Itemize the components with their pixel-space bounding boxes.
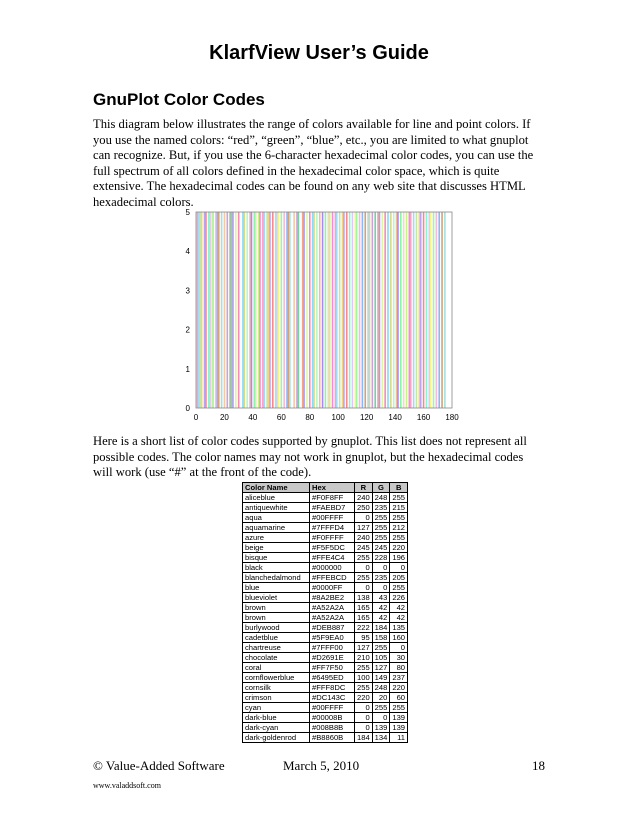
cell-g: 255 — [372, 513, 390, 523]
header-r: R — [355, 483, 373, 493]
cell-g: 105 — [372, 653, 390, 663]
cell-color-name: azure — [243, 533, 310, 543]
x-tick-label: 40 — [248, 413, 258, 422]
cell-r: 127 — [355, 523, 373, 533]
cell-r: 138 — [355, 593, 373, 603]
cell-hex: #008B8B — [310, 723, 355, 733]
cell-b: 80 — [390, 663, 408, 673]
section-heading: GnuPlot Color Codes — [93, 90, 265, 109]
cell-hex: #F0FFFF — [310, 533, 355, 543]
cell-g: 149 — [372, 673, 390, 683]
cell-color-name: coral — [243, 663, 310, 673]
cell-r: 0 — [355, 713, 373, 723]
cell-hex: #FFF8DC — [310, 683, 355, 693]
chart-lines — [197, 212, 444, 408]
cell-hex: #FF7F50 — [310, 663, 355, 673]
cell-g: 255 — [372, 533, 390, 543]
cell-color-name: cornflowerblue — [243, 673, 310, 683]
cell-b: 255 — [390, 533, 408, 543]
cell-b: 0 — [390, 563, 408, 573]
cell-color-name: dark-cyan — [243, 723, 310, 733]
footer-url: www.valaddsoft.com — [93, 781, 161, 790]
table-row — [243, 553, 408, 563]
cell-r: 0 — [355, 513, 373, 523]
cell-b: 42 — [390, 603, 408, 613]
cell-g: 235 — [372, 573, 390, 583]
cell-color-name: blue — [243, 583, 310, 593]
table-row — [243, 593, 408, 603]
y-tick-label: 1 — [185, 364, 190, 374]
cell-g: 184 — [372, 623, 390, 633]
x-tick-label: 0 — [193, 413, 199, 422]
footer-page-number: 18 — [532, 758, 545, 773]
x-tick-label: 140 — [388, 413, 402, 422]
cell-r: 255 — [355, 663, 373, 673]
cell-g: 20 — [372, 693, 390, 703]
cell-g: 228 — [372, 553, 390, 563]
cell-color-name: blanchedalmond — [243, 573, 310, 583]
cell-g: 127 — [372, 663, 390, 673]
x-tick-label: 100 — [331, 413, 345, 422]
cell-r: 0 — [355, 583, 373, 593]
table-row — [243, 613, 408, 623]
cell-hex: #00008B — [310, 713, 355, 723]
cell-r: 95 — [355, 633, 373, 643]
header-b: B — [390, 483, 408, 493]
cell-hex: #7FFF00 — [310, 643, 355, 653]
cell-g: 255 — [372, 703, 390, 713]
cell-color-name: chocolate — [243, 653, 310, 663]
table-row — [243, 643, 408, 653]
cell-b: 237 — [390, 673, 408, 683]
table-row — [243, 673, 408, 683]
table-row — [243, 653, 408, 663]
intro-paragraph: This diagram below illustrates the range of colors available for line and point colors. If you use the named colors: “red”, “green”, “blue”, etc., you are limited to what gnuplot can recognize. But, if you use the 6-character hexadecimal color codes, you can use the full spectrum of all colors defined in the hexadecimal color space, which is quite extensive. The hexadecimal codes can be found on any web site that discusses HTML hexadecimal colors. — [93, 117, 534, 209]
cell-r: 255 — [355, 573, 373, 583]
cell-r: 100 — [355, 673, 373, 683]
color-lines-chart — [172, 204, 462, 426]
cell-g: 235 — [372, 503, 390, 513]
cell-b: 196 — [390, 553, 408, 563]
cell-r: 255 — [355, 553, 373, 563]
cell-hex: #5F9EA0 — [310, 633, 355, 643]
cell-color-name: blueviolet — [243, 593, 310, 603]
cell-r: 165 — [355, 603, 373, 613]
cell-color-name: aquamarine — [243, 523, 310, 533]
cell-hex: #8A2BE2 — [310, 593, 355, 603]
cell-color-name: aliceblue — [243, 493, 310, 503]
cell-r: 240 — [355, 493, 373, 503]
cell-r: 220 — [355, 693, 373, 703]
cell-b: 0 — [390, 643, 408, 653]
cell-r: 250 — [355, 503, 373, 513]
table-row — [243, 693, 408, 703]
table-row — [243, 623, 408, 633]
header-color-name: Color Name — [243, 483, 310, 493]
list-intro-paragraph: Here is a short list of color codes supported by gnuplot. This list does not represent all possible codes. The color names may not work in gnuplot, but the hexadecimal codes will work (use “#” at the front of the code). — [93, 434, 527, 480]
cell-hex: #0000FF — [310, 583, 355, 593]
cell-hex: #6495ED — [310, 673, 355, 683]
table-row — [243, 583, 408, 593]
y-tick-label: 4 — [185, 247, 190, 257]
y-tick-label: 3 — [185, 286, 190, 296]
x-tick-label: 160 — [416, 413, 431, 422]
table-row — [243, 713, 408, 723]
table-row — [243, 703, 408, 713]
cell-hex: #B8860B — [310, 733, 355, 743]
cell-r: 0 — [355, 563, 373, 573]
cell-b: 42 — [390, 613, 408, 623]
table-row — [243, 723, 408, 733]
cell-hex: #A52A2A — [310, 613, 355, 623]
cell-g: 158 — [372, 633, 390, 643]
cell-color-name: crimson — [243, 693, 310, 703]
cell-r: 0 — [355, 723, 373, 733]
y-tick-label: 5 — [185, 208, 190, 217]
table-row — [243, 663, 408, 673]
cell-color-name: black — [243, 563, 310, 573]
cell-hex: #7FFFD4 — [310, 523, 355, 533]
cell-b: 255 — [390, 513, 408, 523]
table-row — [243, 633, 408, 643]
table-row — [243, 523, 408, 533]
cell-g: 42 — [372, 603, 390, 613]
cell-r: 240 — [355, 533, 373, 543]
cell-r: 222 — [355, 623, 373, 633]
cell-g: 245 — [372, 543, 390, 553]
cell-color-name: cyan — [243, 703, 310, 713]
cell-b: 139 — [390, 723, 408, 733]
x-tick-label: 180 — [445, 413, 459, 422]
y-tick-label: 0 — [185, 404, 190, 413]
cell-b: 215 — [390, 503, 408, 513]
cell-g: 43 — [372, 593, 390, 603]
cell-g: 0 — [372, 713, 390, 723]
cell-b: 139 — [390, 713, 408, 723]
x-tick-label: 60 — [276, 413, 286, 422]
table-row — [243, 533, 408, 543]
cell-b: 30 — [390, 653, 408, 663]
cell-hex: #F5F5DC — [310, 543, 355, 553]
cell-r: 255 — [355, 683, 373, 693]
cell-color-name: cadetblue — [243, 633, 310, 643]
cell-r: 0 — [355, 703, 373, 713]
table-row — [243, 503, 408, 513]
cell-r: 245 — [355, 543, 373, 553]
header-hex: Hex — [310, 483, 355, 493]
cell-color-name: dark-goldenrod — [243, 733, 310, 743]
cell-hex: #00FFFF — [310, 703, 355, 713]
cell-g: 0 — [372, 563, 390, 573]
cell-b: 255 — [390, 703, 408, 713]
footer-date: March 5, 2010 — [283, 758, 360, 773]
cell-hex: #FFEBCD — [310, 573, 355, 583]
x-tick-label: 80 — [305, 413, 315, 422]
cell-color-name: aqua — [243, 513, 310, 523]
cell-hex: #00FFFF — [310, 513, 355, 523]
table-row — [243, 543, 408, 553]
cell-hex: #FAEBD7 — [310, 503, 355, 513]
cell-b: 160 — [390, 633, 408, 643]
cell-color-name: beige — [243, 543, 310, 553]
cell-hex: #DEB887 — [310, 623, 355, 633]
table-row — [243, 563, 408, 573]
cell-g: 42 — [372, 613, 390, 623]
cell-color-name: brown — [243, 603, 310, 613]
y-tick-label: 2 — [185, 325, 190, 335]
cell-g: 139 — [372, 723, 390, 733]
cell-g: 134 — [372, 733, 390, 743]
cell-color-name: dark-blue — [243, 713, 310, 723]
cell-b: 212 — [390, 523, 408, 533]
cell-hex: #000000 — [310, 563, 355, 573]
document-title: KlarfView User’s Guide — [209, 42, 429, 64]
x-tick-label: 20 — [219, 413, 229, 422]
cell-b: 135 — [390, 623, 408, 633]
cell-b: 255 — [390, 493, 408, 503]
cell-g: 255 — [372, 523, 390, 533]
header-g: G — [372, 483, 390, 493]
cell-hex: #DC143C — [310, 693, 355, 703]
color-codes-table — [242, 482, 408, 743]
cell-color-name: cornsilk — [243, 683, 310, 693]
cell-hex: #FFE4C4 — [310, 553, 355, 563]
cell-hex: #F0F8FF — [310, 493, 355, 503]
cell-b: 205 — [390, 573, 408, 583]
cell-r: 210 — [355, 653, 373, 663]
table-row — [243, 683, 408, 693]
cell-color-name: chartreuse — [243, 643, 310, 653]
cell-b: 255 — [390, 583, 408, 593]
cell-hex: #A52A2A — [310, 603, 355, 613]
cell-r: 184 — [355, 733, 373, 743]
table-body — [243, 493, 408, 743]
cell-color-name: bisque — [243, 553, 310, 563]
x-tick-label: 120 — [359, 413, 374, 422]
cell-color-name: antiquewhite — [243, 503, 310, 513]
table-row — [243, 733, 408, 743]
table-row — [243, 513, 408, 523]
cell-b: 220 — [390, 683, 408, 693]
table-header-row — [243, 483, 408, 493]
cell-g: 255 — [372, 643, 390, 653]
table-row — [243, 573, 408, 583]
cell-color-name: burlywood — [243, 623, 310, 633]
table-row — [243, 493, 408, 503]
cell-g: 248 — [372, 683, 390, 693]
cell-g: 0 — [372, 583, 390, 593]
cell-b: 220 — [390, 543, 408, 553]
cell-r: 127 — [355, 643, 373, 653]
cell-g: 248 — [372, 493, 390, 503]
cell-b: 60 — [390, 693, 408, 703]
table-row — [243, 603, 408, 613]
cell-hex: #D2691E — [310, 653, 355, 663]
cell-b: 11 — [390, 733, 408, 743]
cell-r: 165 — [355, 613, 373, 623]
cell-b: 226 — [390, 593, 408, 603]
cell-color-name: brown — [243, 613, 310, 623]
footer-copyright: © Value-Added Software — [93, 758, 225, 773]
